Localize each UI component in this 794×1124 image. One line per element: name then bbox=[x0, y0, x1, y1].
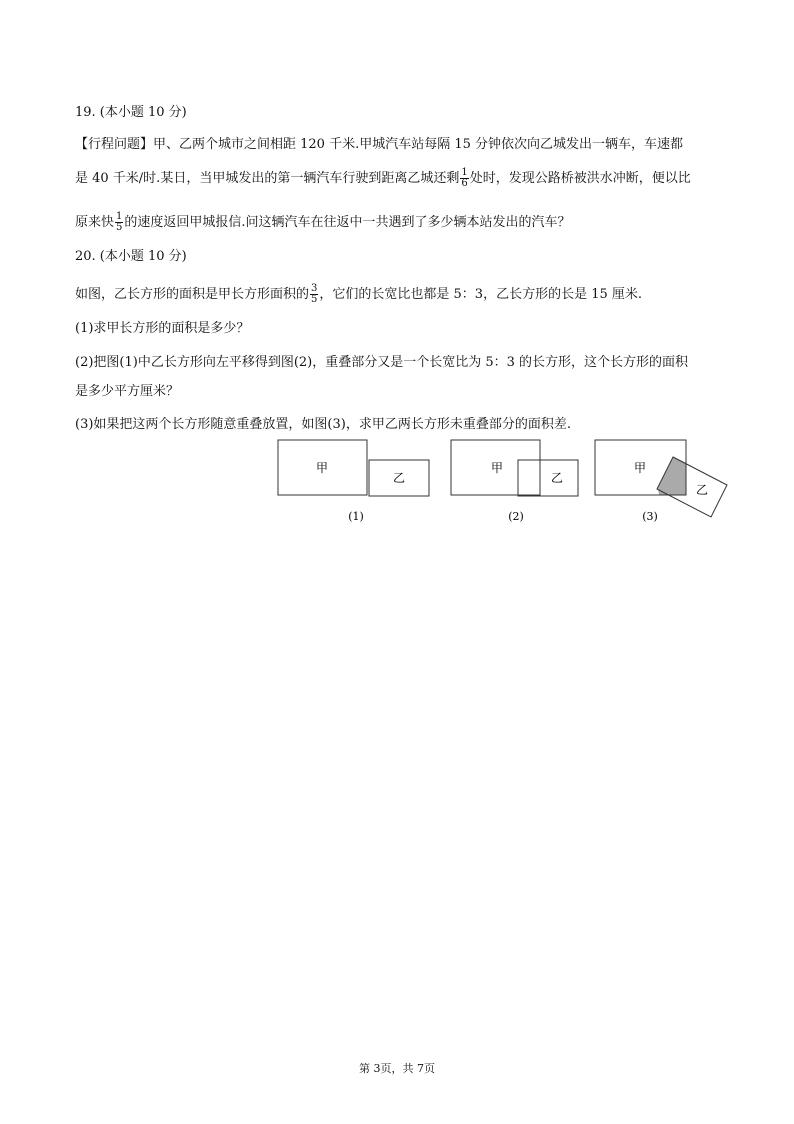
label-yi: 乙 bbox=[695, 483, 709, 497]
q19-heading: 19. (本小题 10 分) bbox=[75, 105, 187, 120]
figure-3 bbox=[595, 440, 727, 523]
q19-line-1: 【行程问题】甲、乙两个城市之间相距 120 千米.甲城汽车站每隔 15 分钟依次向乙城发出一辆车，车速都 bbox=[75, 137, 684, 152]
overlap-shaded-region bbox=[658, 457, 686, 495]
fraction-denominator: 5 bbox=[116, 222, 123, 233]
label-jia: 甲 bbox=[315, 461, 329, 475]
caption-2: (2) bbox=[508, 510, 524, 523]
q19-line-3-text-b: 的速度返回甲城报信.问这辆汽车在往返中一共遇到了多少辆本站发出的汽车？ bbox=[124, 215, 571, 230]
label-yi: 乙 bbox=[550, 471, 564, 485]
figure-2 bbox=[451, 440, 578, 523]
q20-part-2-line-1: (2)把图(1)中乙长方形向左平移得到图(2)，重叠部分又是一个长宽比为 5：3 的长方形，这个长方形的面积 bbox=[75, 355, 689, 370]
q20-line-1-text-b: ，它们的长宽比也都是 5：3，乙长方形的长是 15 厘米. bbox=[319, 287, 643, 302]
fraction-numerator: 1 bbox=[461, 167, 468, 178]
rect-yi bbox=[518, 460, 578, 496]
q19-line-3-text-a: 原来快 bbox=[75, 215, 115, 230]
q19-line-2-text-a: 是 40 千米/时.某日，当甲城发出的第一辆汽车行驶到距离乙城还剩 bbox=[75, 171, 460, 186]
caption-3: (3) bbox=[642, 510, 658, 523]
q20-line-1-text-a: 如图，乙长方形的面积是甲长方形面积的 bbox=[75, 287, 310, 302]
label-jia: 甲 bbox=[633, 461, 647, 475]
q20-part-3: (3)如果把这两个长方形随意重叠放置，如图(3)，求甲乙两长方形未重叠部分的面积差. bbox=[75, 417, 571, 432]
q19-line-2-text-b: 处时，发现公路桥被洪水冲断，便以比 bbox=[469, 171, 691, 186]
fraction-denominator: 6 bbox=[461, 178, 468, 189]
page-footer: 第 3页，共 7页 bbox=[359, 1062, 435, 1075]
caption-1: (1) bbox=[348, 510, 364, 523]
figure-1 bbox=[278, 440, 429, 523]
label-jia: 甲 bbox=[490, 461, 504, 475]
q20-part-2-line-2: 是多少平方厘米？ bbox=[75, 384, 180, 399]
fraction-numerator: 3 bbox=[311, 283, 318, 294]
label-yi: 乙 bbox=[392, 471, 406, 485]
q20-part-1: (1)求甲长方形的面积是多少？ bbox=[75, 321, 250, 336]
q20-heading: 20. (本小题 10 分) bbox=[75, 249, 187, 264]
fraction-denominator: 5 bbox=[311, 294, 318, 305]
fraction-numerator: 1 bbox=[116, 211, 123, 222]
